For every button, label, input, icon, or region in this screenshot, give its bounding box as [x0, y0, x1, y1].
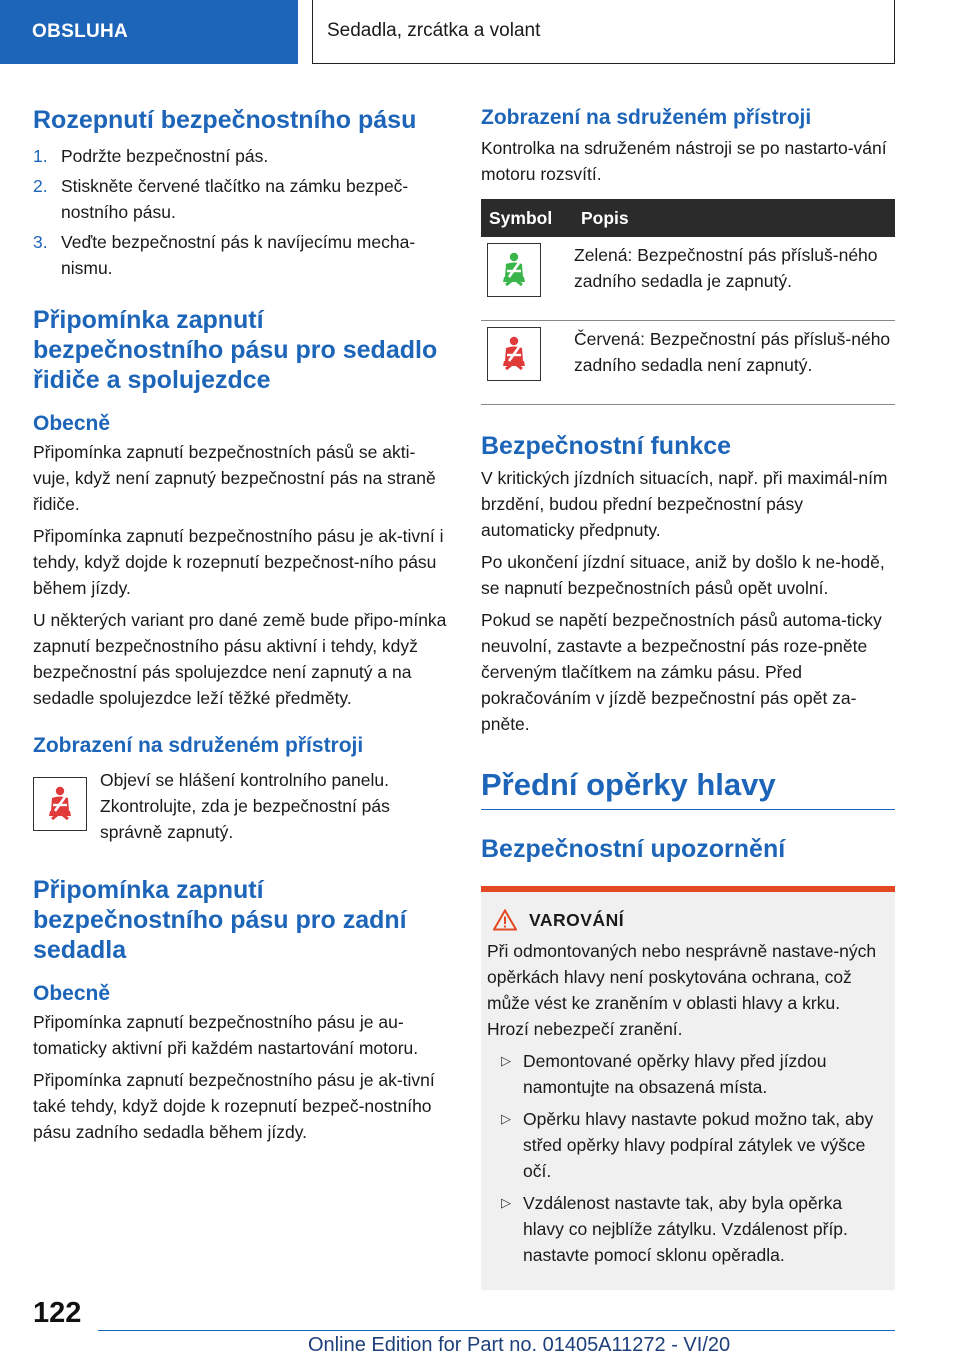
- seatbelt-red-icon: [33, 777, 87, 831]
- heading-display-2: Zobrazení na sdruženém přístroji: [481, 106, 812, 129]
- paragraph: Připomínka zapnutí bezpečnostního pásu je au‐tomaticky aktivní při každém nastartování motoru.: [33, 1012, 419, 1058]
- paragraph: V kritických jízdních situacích, např. při maximál‐ním brzdění, budou přední bezpečnostní pásy automaticky předpnuty.: [481, 468, 888, 540]
- list-item: 1. Podržte bezpečnostní pás.: [33, 146, 269, 166]
- paragraph: Pokud se napětí bezpečnostních pásů automa‐ticky neuvolní, zastavte a bezpečnostní pás roze‐pněte červeným tlačítkem na zámku pásu. Před pokračováním v jízdě bezpečnostní pás opět za‐pněte.: [481, 610, 882, 734]
- heading-headrests: Přední opěrky hlavy: [481, 767, 776, 802]
- seatbelt-green-icon: [487, 243, 541, 297]
- symbol-table: [481, 199, 895, 405]
- column-header-symbol: Symbol: [481, 199, 573, 237]
- paragraph: U některých variant pro dané země bude připo‐mínka zapnutí bezpečnostního pásu aktivní i tehdy, když bezpečnostní pás spolujezdce není zapnutý a na sedadle spolujezdce leží těžké předměty.: [33, 610, 447, 708]
- display-text: Objeví se hlášení kontrolního panelu. Zkontrolujte, zda je bezpečnostní pás správně zapnutý.: [100, 770, 390, 842]
- list-item: ▷ Vzdálenost nastavte tak, aby byla opěrka hlavy co nejblíže zátylku. Vzdálenost příp. nastavte pomocí sklonu opěradla.: [487, 1190, 885, 1268]
- list-item: 3. Veďte bezpečnostní pás k navíjecímu mecha‐nismu.: [33, 232, 416, 278]
- heading-reminder-rear: Připomínka zapnutí bezpečnostního pásu pro zadní sedadla: [33, 876, 407, 964]
- list-item: 2. Stiskněte červené tlačítko na zámku bezpeč‐nostního pásu.: [33, 176, 409, 222]
- heading-unbuckle: Rozepnutí bezpečnostního pásu: [33, 106, 417, 134]
- warning-triangle-icon: [493, 909, 517, 931]
- table-cell-symbol: [481, 321, 573, 405]
- display-row: [33, 771, 448, 845]
- paragraph: Připomínka zapnutí bezpečnostního pásu je ak‐tivní také tehdy, když dojde k rozepnutí bezpeč‐nostního pásu zadního sedadla během jízdy.: [33, 1070, 435, 1142]
- warning-text: Při odmontovaných nebo nesprávně nastave‐ných opěrkách hlavy není poskytována ochrana, což může vést ke zraněním v oblasti hlavy a krku. Hrozí nebezpečí zranění.: [487, 941, 877, 1039]
- bullet-triangle-icon: ▷: [501, 1053, 511, 1068]
- left-column: [33, 100, 448, 1145]
- table-row: [481, 321, 895, 405]
- table-header-row: [481, 199, 895, 237]
- heading-general-1: Obecně: [33, 412, 111, 435]
- heading-reminder-front: Připomínka zapnutí bezpečnostního pásu pro sedadlo řidiče a spolujezdce: [33, 306, 438, 394]
- page-number: 122: [33, 1297, 82, 1329]
- warning-bullets: [487, 1048, 885, 1268]
- paragraph: Připomínka zapnutí bezpečnostních pásů se akti‐vuje, když není zapnutý bezpečnostní pás na straně řidiče.: [33, 442, 436, 514]
- right-column: [481, 100, 895, 1290]
- list-item: ▷ Demontované opěrky hlavy před jízdou namontujte na obsazená místa.: [487, 1048, 885, 1100]
- bullet-triangle-icon: ▷: [501, 1195, 511, 1210]
- paragraph: Připomínka zapnutí bezpečnostního pásu je ak‐tivní i tehdy, když dojde k rozepnutí bezpečnost‐ního pásu během jízdy.: [33, 526, 444, 598]
- table-cell-desc: Červená: Bezpečnostní pás přísluš‐ného zadního sedadla není zapnutý.: [573, 321, 895, 405]
- paragraph: Kontrolka na sdruženém nástroji se po nastarto‐vání motoru rozsvítí.: [481, 138, 887, 184]
- paragraph: Po ukončení jízdní situace, aniž by došlo k ne‐hodě, se napnutí bezpečnostních pásů opět uvolní.: [481, 552, 885, 598]
- warning-header: [493, 906, 885, 934]
- unbuckle-steps: [33, 143, 448, 281]
- footer-edition: Online Edition for Part no. 01405A11272 - VI/20: [308, 1334, 731, 1356]
- bullet-triangle-icon: ▷: [501, 1111, 511, 1126]
- chapter-title: Sedadla, zrcátka a volant: [312, 0, 895, 64]
- heading-safety-functions: Bezpečnostní funkce: [481, 432, 732, 460]
- section-tab: OBSLUHA: [0, 0, 298, 64]
- heading-general-2: Obecně: [33, 982, 111, 1005]
- heading-display-1: Zobrazení na sdruženém přístroji: [33, 734, 364, 757]
- table-cell-symbol: [481, 237, 573, 321]
- list-item: ▷ Opěrku hlavy nastavte pokud možno tak, aby střed opěrky hlavy podpíral zátylek ve výšce očí.: [487, 1106, 885, 1184]
- table-row: [481, 237, 895, 321]
- footer-divider: [98, 1330, 895, 1331]
- warning-box: [481, 892, 895, 1290]
- table-cell-desc: Zelená: Bezpečnostní pás přísluš‐ného zadního sedadla je zapnutý.: [573, 237, 895, 321]
- heading-underline: [481, 809, 895, 810]
- heading-safety-notes: Bezpečnostní upozornění: [481, 835, 786, 863]
- column-header-desc: Popis: [573, 199, 895, 237]
- warning-block: [481, 886, 895, 1290]
- seatbelt-red-icon: [487, 327, 541, 381]
- warning-label: VAROVÁNÍ: [529, 909, 625, 930]
